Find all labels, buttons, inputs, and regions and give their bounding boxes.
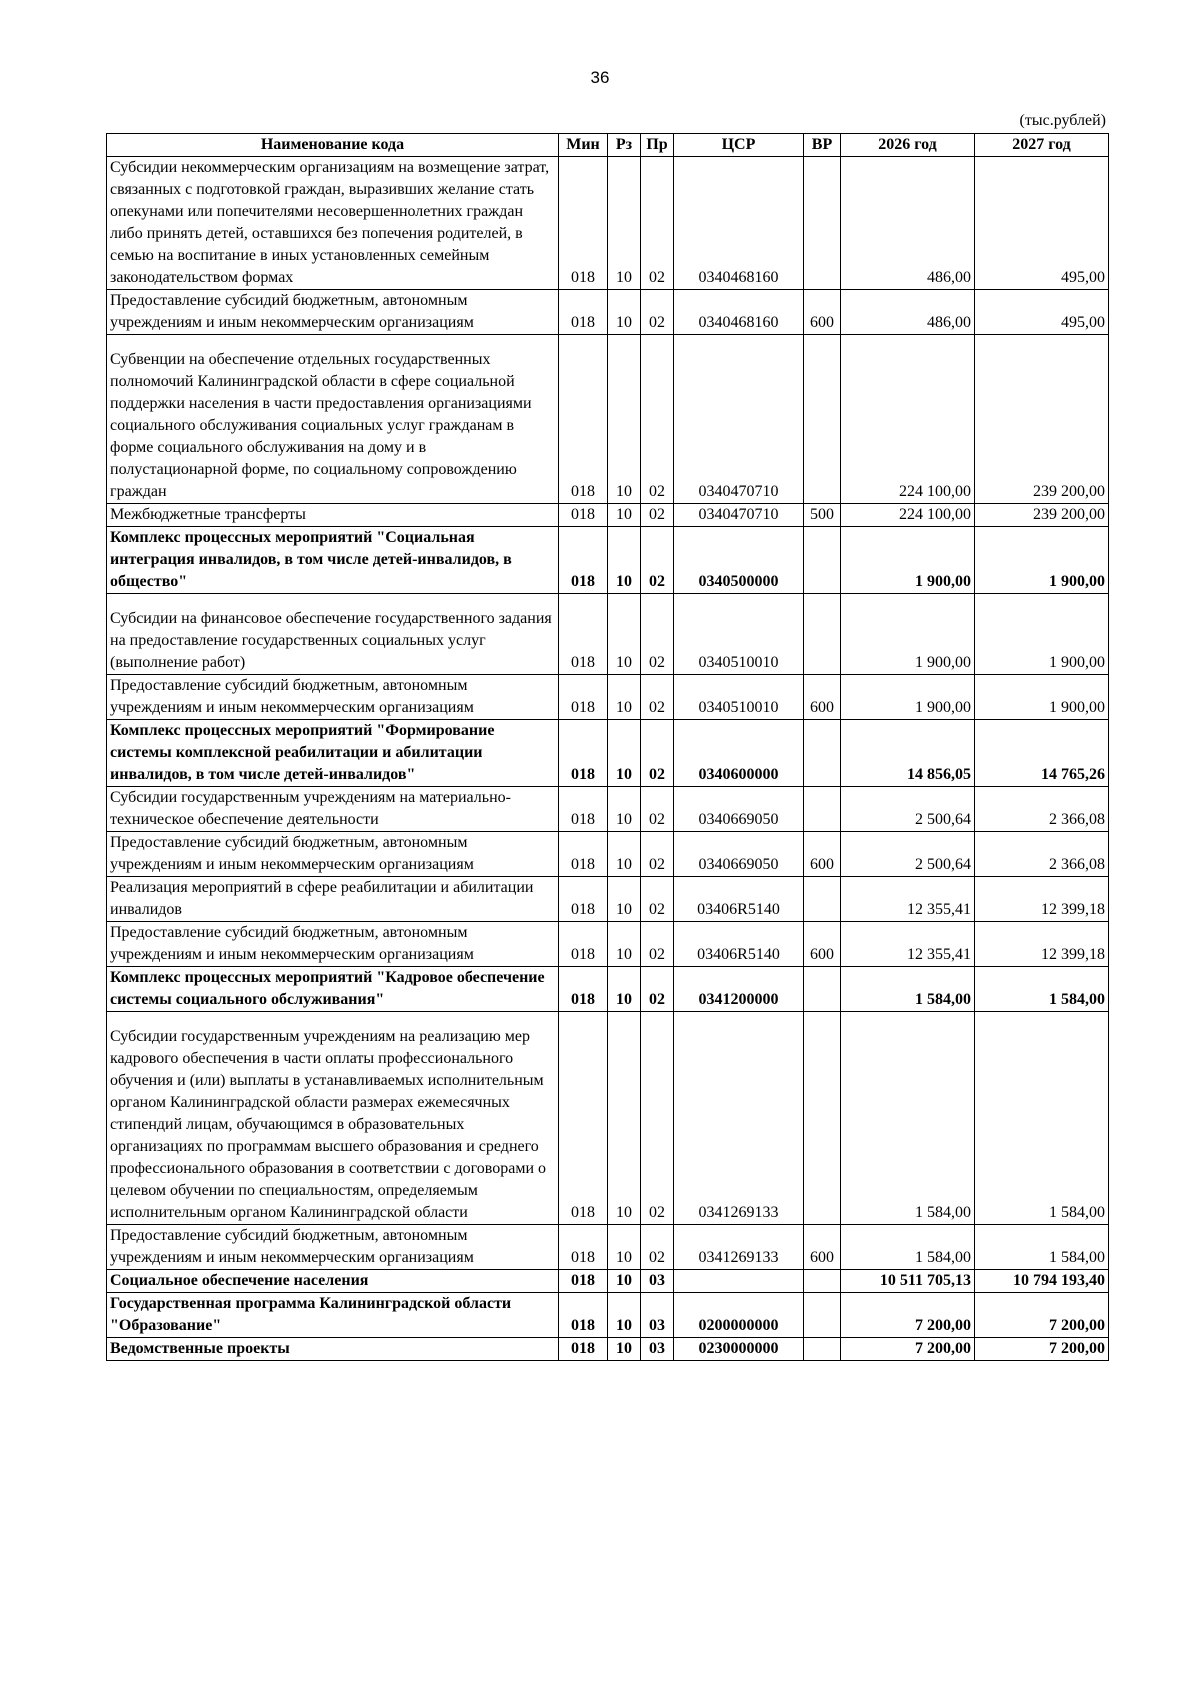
row-2027: 1 584,00 <box>975 1225 1109 1270</box>
row-2027: 1 584,00 <box>975 1012 1109 1225</box>
row-vr <box>804 527 841 594</box>
table-row <box>107 594 1109 675</box>
row-min: 018 <box>559 1012 608 1225</box>
row-vr: 600 <box>804 922 841 967</box>
row-rz: 10 <box>608 594 641 675</box>
row-rz: 10 <box>608 787 641 832</box>
row-min: 018 <box>559 594 608 675</box>
row-rz: 10 <box>608 527 641 594</box>
row-rz: 10 <box>608 967 641 1012</box>
header-csr: ЦСР <box>674 134 804 157</box>
row-name: Реализация мероприятий в сфере реабилитации и абилитации инвалидов <box>107 877 559 922</box>
row-rz: 10 <box>608 1270 641 1293</box>
row-2027: 1 900,00 <box>975 527 1109 594</box>
row-2027: 10 794 193,40 <box>975 1270 1109 1293</box>
row-pr: 02 <box>641 720 674 787</box>
header-rz: Рз <box>608 134 641 157</box>
row-vr <box>804 787 841 832</box>
table-row <box>107 877 1109 922</box>
row-csr: 0340669050 <box>674 832 804 877</box>
row-csr: 0341269133 <box>674 1012 804 1225</box>
row-2027: 12 399,18 <box>975 922 1109 967</box>
row-pr: 02 <box>641 675 674 720</box>
table-row <box>107 1338 1109 1361</box>
row-csr: 0340468160 <box>674 157 804 290</box>
row-min: 018 <box>559 787 608 832</box>
row-rz: 10 <box>608 720 641 787</box>
row-vr <box>804 967 841 1012</box>
row-2026: 1 900,00 <box>841 594 975 675</box>
page-number: 36 <box>590 68 610 87</box>
row-2026: 1 900,00 <box>841 675 975 720</box>
row-min: 018 <box>559 527 608 594</box>
row-name: Комплекс процессных мероприятий "Социальная интеграция инвалидов, в том числе детей-инвалидов, в общество" <box>107 527 559 594</box>
row-name: Предоставление субсидий бюджетным, автономным учреждениям и иным некоммерческим организациям <box>107 1225 559 1270</box>
row-2027: 1 900,00 <box>975 675 1109 720</box>
row-2026: 7 200,00 <box>841 1338 975 1361</box>
row-name: Субсидии на финансовое обеспечение государственного задания на предоставление государственных социальных услуг (выполнение работ) <box>107 594 559 675</box>
row-csr: 03406R5140 <box>674 877 804 922</box>
table-row <box>107 720 1109 787</box>
row-2026: 12 355,41 <box>841 877 975 922</box>
table-body <box>107 157 1109 1361</box>
row-name: Межбюджетные трансферты <box>107 504 559 527</box>
row-vr <box>804 335 841 504</box>
row-csr: 0341200000 <box>674 967 804 1012</box>
row-2027: 495,00 <box>975 157 1109 290</box>
header-pr: Пр <box>641 134 674 157</box>
row-pr: 02 <box>641 527 674 594</box>
row-2026: 224 100,00 <box>841 504 975 527</box>
row-csr: 0340510010 <box>674 594 804 675</box>
row-name: Комплекс процессных мероприятий "Формирование системы комплексной реабилитации и абилитации инвалидов, в том числе детей-инвалидов" <box>107 720 559 787</box>
row-min: 018 <box>559 1293 608 1338</box>
row-pr: 03 <box>641 1270 674 1293</box>
row-2027: 495,00 <box>975 290 1109 335</box>
units-label: (тыс.рублей) <box>1019 112 1106 129</box>
row-rz: 10 <box>608 877 641 922</box>
row-min: 018 <box>559 877 608 922</box>
row-2027: 239 200,00 <box>975 335 1109 504</box>
row-vr <box>804 877 841 922</box>
row-2026: 1 584,00 <box>841 1012 975 1225</box>
table-row <box>107 290 1109 335</box>
table-row <box>107 675 1109 720</box>
row-pr: 02 <box>641 290 674 335</box>
row-vr <box>804 157 841 290</box>
row-rz: 10 <box>608 290 641 335</box>
row-2026: 2 500,64 <box>841 787 975 832</box>
row-2027: 2 366,08 <box>975 832 1109 877</box>
row-csr: 03406R5140 <box>674 922 804 967</box>
row-pr: 03 <box>641 1293 674 1338</box>
row-min: 018 <box>559 1270 608 1293</box>
budget-table <box>106 133 1109 1361</box>
header-2026: 2026 год <box>841 134 975 157</box>
row-2027: 1 900,00 <box>975 594 1109 675</box>
row-csr <box>674 1270 804 1293</box>
row-vr <box>804 1293 841 1338</box>
row-pr: 02 <box>641 1225 674 1270</box>
row-2026: 486,00 <box>841 157 975 290</box>
row-csr: 0341269133 <box>674 1225 804 1270</box>
row-min: 018 <box>559 720 608 787</box>
row-2026: 12 355,41 <box>841 922 975 967</box>
row-2026: 10 511 705,13 <box>841 1270 975 1293</box>
row-rz: 10 <box>608 1012 641 1225</box>
row-vr: 600 <box>804 290 841 335</box>
row-min: 018 <box>559 1338 608 1361</box>
row-vr <box>804 1338 841 1361</box>
row-min: 018 <box>559 504 608 527</box>
row-vr <box>804 594 841 675</box>
table-row <box>107 335 1109 504</box>
row-2026: 7 200,00 <box>841 1293 975 1338</box>
row-rz: 10 <box>608 504 641 527</box>
row-pr: 02 <box>641 922 674 967</box>
table-row <box>107 157 1109 290</box>
row-vr: 600 <box>804 1225 841 1270</box>
row-rz: 10 <box>608 922 641 967</box>
table-row <box>107 1012 1109 1225</box>
row-2027: 1 584,00 <box>975 967 1109 1012</box>
row-min: 018 <box>559 290 608 335</box>
row-2026: 1 900,00 <box>841 527 975 594</box>
row-2026: 14 856,05 <box>841 720 975 787</box>
header-name: Наименование кода <box>107 134 559 157</box>
row-min: 018 <box>559 967 608 1012</box>
table-row <box>107 832 1109 877</box>
row-pr: 02 <box>641 1012 674 1225</box>
row-pr: 02 <box>641 594 674 675</box>
row-2026: 1 584,00 <box>841 1225 975 1270</box>
row-vr: 500 <box>804 504 841 527</box>
row-name: Комплекс процессных мероприятий "Кадровое обеспечение системы социального обслуживания" <box>107 967 559 1012</box>
row-vr <box>804 720 841 787</box>
row-pr: 02 <box>641 157 674 290</box>
row-name: Социальное обеспечение населения <box>107 1270 559 1293</box>
row-name: Субвенции на обеспечение отдельных государственных полномочий Калининградской области в сфере социальной поддержки населения в части предоставления организациями социального обслуживания социальных услуг гражданам в форме социального обслуживания на дому и в полустационарной форме, по социальному сопровождению граждан <box>107 335 559 504</box>
row-name: Субсидии государственным учреждениям на реализацию мер кадрового обеспечения в части оплаты профессионального обучения и (или) выплаты в устанавливаемых исполнительным органом Калининградской области размерах ежемесячных стипендий лицам, обучающимся в образовательных организациях по программам высшего образования и среднего профессионального образования в соответствии с договорами о целевом обучении по специальностям, определяемым исполнительным органом Калининградской области <box>107 1012 559 1225</box>
row-name: Предоставление субсидий бюджетным, автономным учреждениям и иным некоммерческим организациям <box>107 290 559 335</box>
row-csr: 0200000000 <box>674 1293 804 1338</box>
row-min: 018 <box>559 1225 608 1270</box>
row-min: 018 <box>559 675 608 720</box>
row-pr: 02 <box>641 504 674 527</box>
row-csr: 0340500000 <box>674 527 804 594</box>
row-name: Субсидии некоммерческим организациям на возмещение затрат, связанных с подготовкой граждан, выразивших желание стать опекунами или попечителями несовершеннолетних граждан либо принять детей, оставшихся без попечения родителей, в семью на воспитание в иных установленных семейным законодательством формах <box>107 157 559 290</box>
row-rz: 10 <box>608 1293 641 1338</box>
row-2027: 12 399,18 <box>975 877 1109 922</box>
table-row <box>107 1270 1109 1293</box>
header-row <box>107 134 1109 157</box>
header-min: Мин <box>559 134 608 157</box>
row-vr: 600 <box>804 832 841 877</box>
row-name: Предоставление субсидий бюджетным, автономным учреждениям и иным некоммерческим организациям <box>107 675 559 720</box>
table-row <box>107 504 1109 527</box>
row-2026: 2 500,64 <box>841 832 975 877</box>
row-rz: 10 <box>608 1338 641 1361</box>
row-pr: 02 <box>641 832 674 877</box>
row-csr: 0340470710 <box>674 335 804 504</box>
row-2026: 1 584,00 <box>841 967 975 1012</box>
row-name: Субсидии государственным учреждениям на материально-техническое обеспечение деятельности <box>107 787 559 832</box>
row-name: Государственная программа Калининградской области "Образование" <box>107 1293 559 1338</box>
row-name: Предоставление субсидий бюджетным, автономным учреждениям и иным некоммерческим организациям <box>107 922 559 967</box>
row-2027: 7 200,00 <box>975 1338 1109 1361</box>
table-row <box>107 527 1109 594</box>
row-name: Ведомственные проекты <box>107 1338 559 1361</box>
row-rz: 10 <box>608 335 641 504</box>
row-2026: 486,00 <box>841 290 975 335</box>
row-min: 018 <box>559 335 608 504</box>
row-2027: 7 200,00 <box>975 1293 1109 1338</box>
row-vr: 600 <box>804 675 841 720</box>
row-pr: 02 <box>641 877 674 922</box>
table-row <box>107 922 1109 967</box>
row-vr <box>804 1012 841 1225</box>
header-2027: 2027 год <box>975 134 1109 157</box>
table-row <box>107 1293 1109 1338</box>
row-rz: 10 <box>608 832 641 877</box>
row-2027: 14 765,26 <box>975 720 1109 787</box>
table-row <box>107 787 1109 832</box>
row-min: 018 <box>559 832 608 877</box>
row-rz: 10 <box>608 157 641 290</box>
row-csr: 0340669050 <box>674 787 804 832</box>
row-pr: 03 <box>641 1338 674 1361</box>
row-csr: 0340470710 <box>674 504 804 527</box>
row-csr: 0340468160 <box>674 290 804 335</box>
row-csr: 0340600000 <box>674 720 804 787</box>
row-pr: 02 <box>641 335 674 504</box>
row-vr <box>804 1270 841 1293</box>
header-vr: ВР <box>804 134 841 157</box>
row-2026: 224 100,00 <box>841 335 975 504</box>
row-pr: 02 <box>641 787 674 832</box>
row-csr: 0230000000 <box>674 1338 804 1361</box>
row-csr: 0340510010 <box>674 675 804 720</box>
table-row <box>107 967 1109 1012</box>
row-min: 018 <box>559 922 608 967</box>
row-rz: 10 <box>608 675 641 720</box>
row-rz: 10 <box>608 1225 641 1270</box>
table-row <box>107 1225 1109 1270</box>
row-2027: 2 366,08 <box>975 787 1109 832</box>
row-2027: 239 200,00 <box>975 504 1109 527</box>
row-min: 018 <box>559 157 608 290</box>
row-pr: 02 <box>641 967 674 1012</box>
row-name: Предоставление субсидий бюджетным, автономным учреждениям и иным некоммерческим организациям <box>107 832 559 877</box>
